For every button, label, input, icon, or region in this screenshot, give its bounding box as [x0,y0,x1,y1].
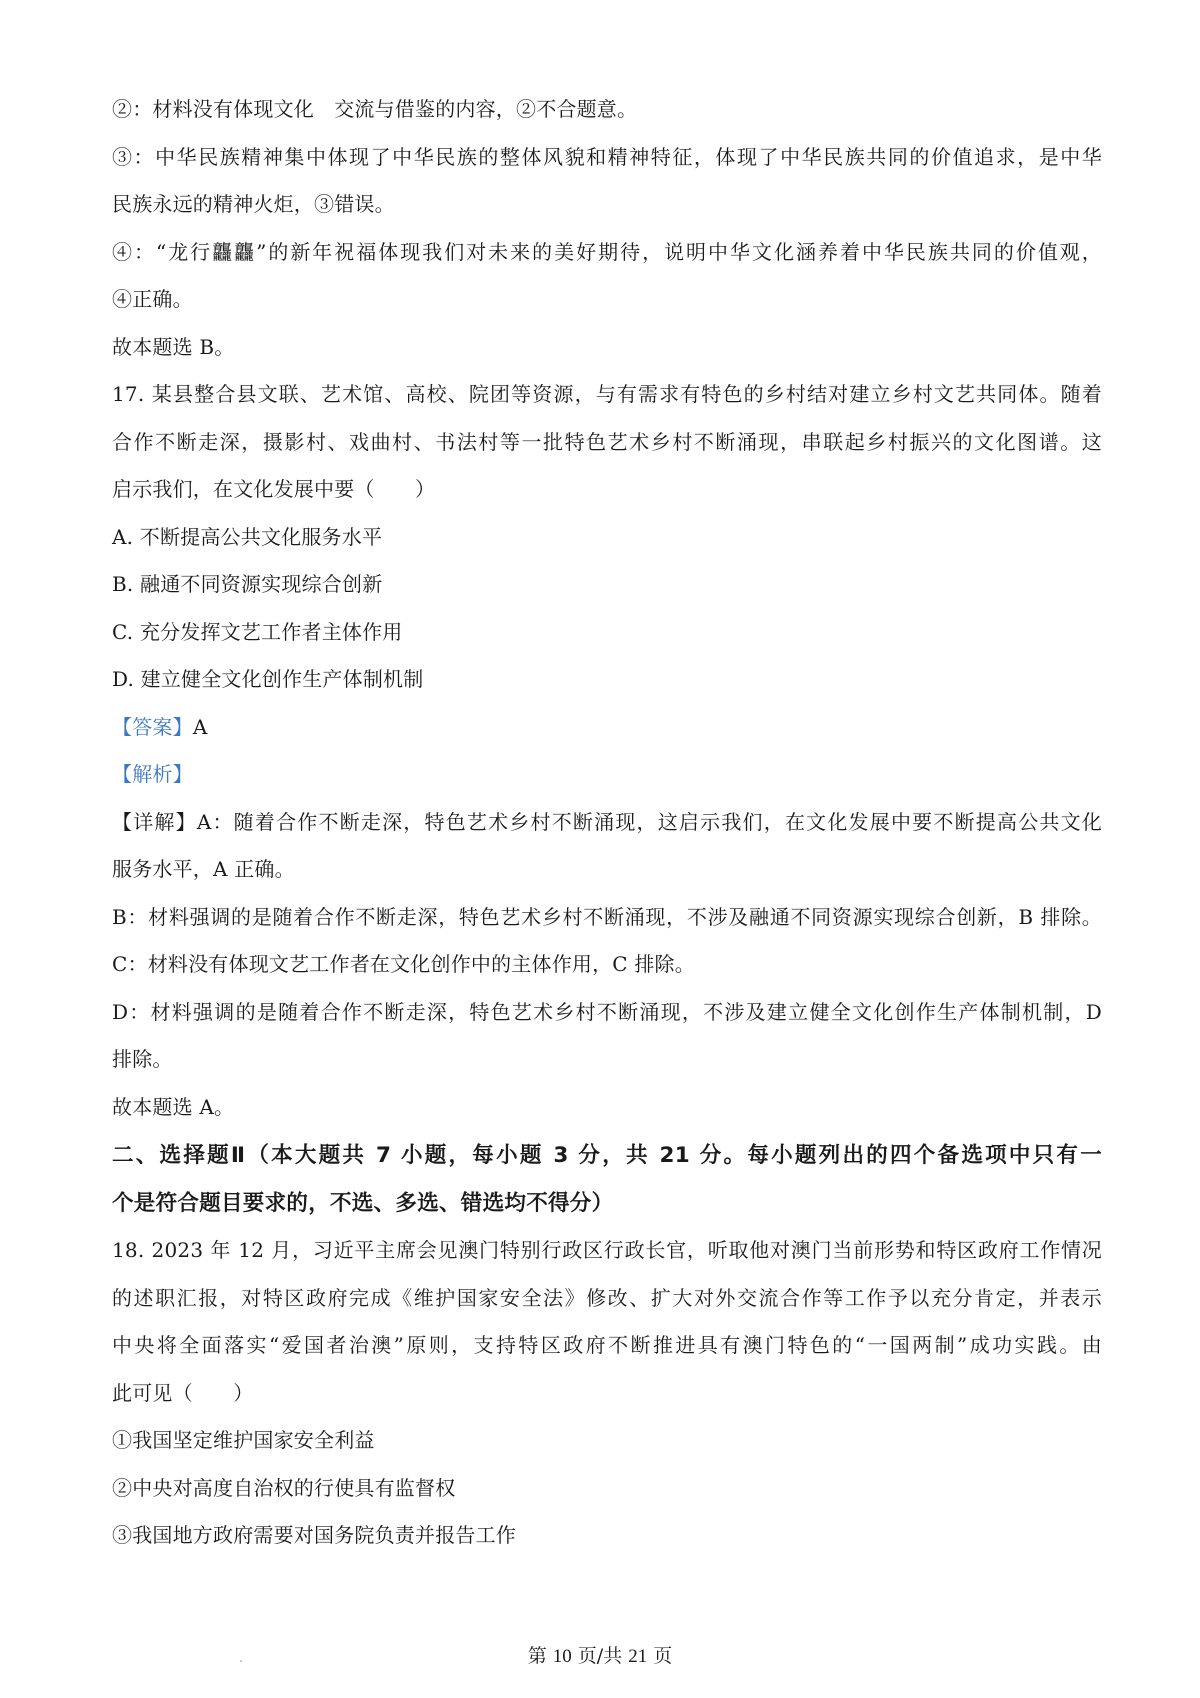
footer-middle: 页/共 [571,1645,629,1667]
detail-line: D：材料强调的是随着合作不断走深，特色艺术乡村不断涌现，不涉及建立健全文化创作生产体制机制，D [112,999,1102,1024]
detail-line: 【详解】A：随着合作不断走深，特色艺术乡村不断涌现，这启示我们，在文化发展中要不断提高公共文化 [112,809,1102,834]
section-heading: 二、选择题Ⅱ（本大题共 7 小题，每小题 3 分，共 21 分。每小题列出的四个备选项中只有一 [112,1143,1102,1168]
statement-1: ①我国坚定维护国家安全利益 [112,1428,375,1452]
option-a: A. 不断提高公共文化服务水平 [112,524,383,549]
option-d: D. 建立健全文化创作生产体制机制 [112,667,424,691]
page-footer [0,1644,1200,1669]
detail-line: 故本题选 A。 [112,1094,235,1119]
page-content [112,96,1102,1570]
footer-suffix: 页 [647,1645,673,1667]
option-c: C. 充分发挥文艺工作者主体作用 [112,619,403,644]
detail-line: B：材料强调的是随着合作不断走深，特色艺术乡村不断涌现，不涉及融通不同资源实现综合创新，B 排除。 [112,904,1102,929]
question-18-stem: 中央将全面落实“爱国者治澳”原则，支持特区政府不断推进具有澳门特色的“一国两制”成功实践。由 [112,1333,1102,1357]
footer-prefix: 第 [527,1645,553,1667]
statement-3: ③我国地方政府需要对国务院负责并报告工作 [112,1523,516,1547]
text-line: ④正确。 [112,287,193,311]
analysis-tag: 【解析】 [112,762,193,786]
question-17-stem: 启示我们，在文化发展中要（ ） [112,477,436,501]
detail-line: 服务水平，A 正确。 [112,857,295,881]
question-17-stem: 合作不断走深，摄影村、戏曲村、书法村等一批特色艺术乡村不断涌现，串联起乡村振兴的文化图谱。这 [112,429,1102,454]
text-line: 故本题选 B。 [112,334,235,359]
statement-2: ②中央对高度自治权的行使具有监督权 [112,1475,456,1500]
footer-total-pages: 21 [628,1646,648,1667]
detail-line: C：材料没有体现文艺工作者在文化创作中的主体作用，C 排除。 [112,952,695,976]
option-b: B. 融通不同资源实现综合创新 [112,572,383,596]
text-line: ③：中华民族精神集中体现了中华民族的整体风貌和精神特征，体现了中华民族共同的价值追求，是中华 [112,144,1102,169]
text-line: ②：材料没有体现文化 交流与借鉴的内容，②不合题意。 [112,97,638,121]
text-line: ④：“龙行龘龘”的新年祝福体现我们对未来的美好期待，说明中华文化涵养着中华民族共同的价值观， [112,239,1102,264]
question-18-stem: 此可见（ ） [112,1380,254,1405]
question-18-stem: 18. 2023 年 12 月，习近平主席会见澳门特别行政区行政长官，听取他对澳门当前形势和特区政府工作情况 [112,1238,1102,1262]
text-line: 民族永远的精神火炬，③错误。 [112,192,395,216]
answer-tag: 【答案】 [112,714,193,739]
answer-line [112,714,1102,741]
answer-value: A [192,714,208,739]
footer-page-number: 10 [552,1646,572,1667]
question-17-stem: 17. 某县整合县文联、艺术馆、高校、院团等资源，与有需求有特色的乡村结对建立乡村文艺共同体。随着 [112,382,1102,406]
analysis-line [112,761,1102,788]
section-heading: 个是符合题目要求的，不选、多选、错选均不得分） [112,1191,614,1216]
question-18-stem: 的述职汇报，对特区政府完成《维护国家安全法》修改、扩大对外交流合作等工作予以充分肯定，并表示 [112,1285,1102,1310]
detail-line: 排除。 [112,1047,173,1071]
